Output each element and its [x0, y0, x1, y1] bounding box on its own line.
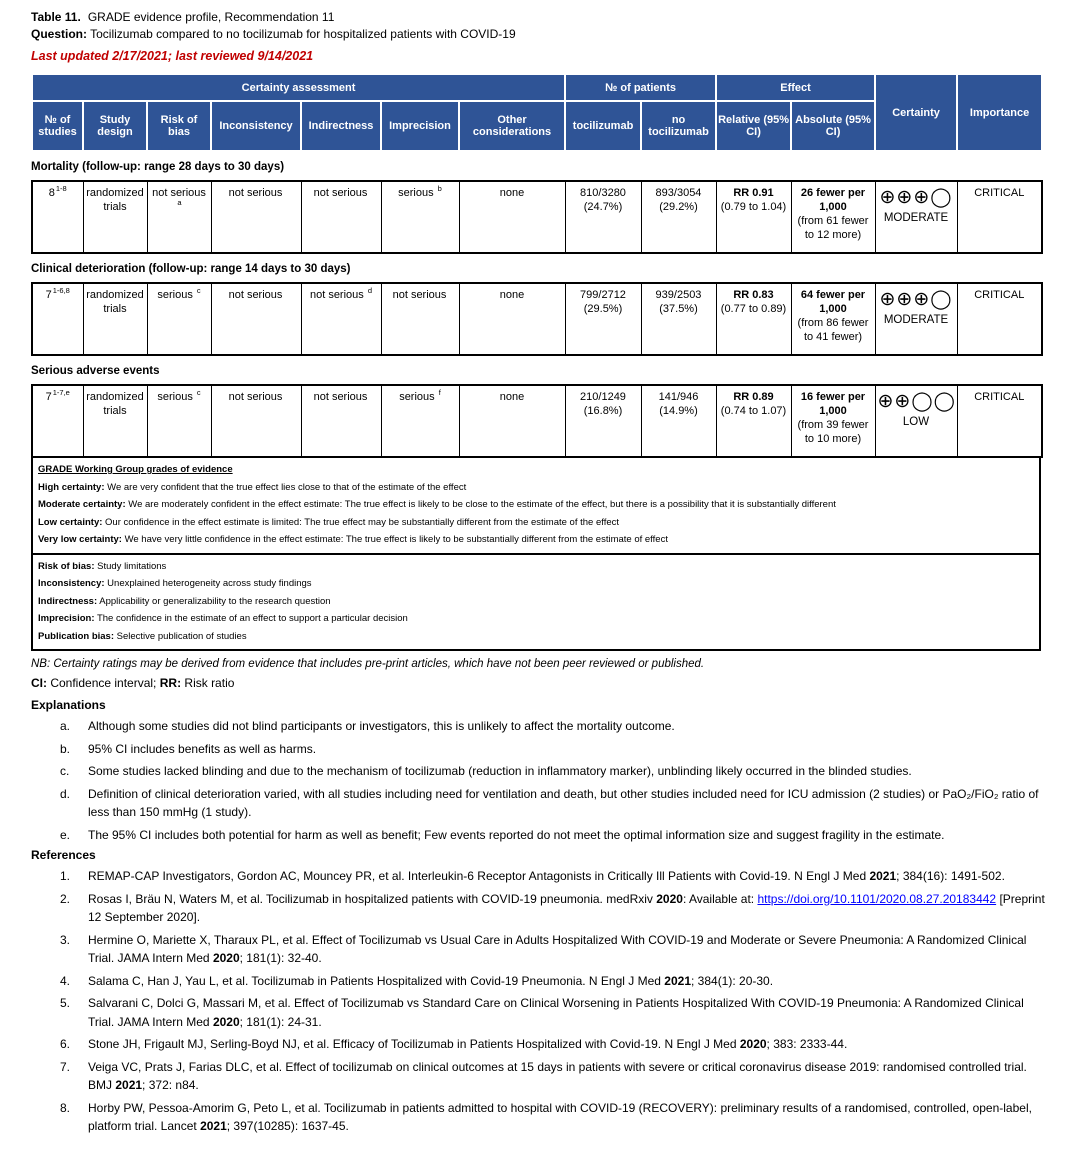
list-item	[31, 1099, 1053, 1136]
cell-no-tocilizumab	[641, 283, 716, 355]
definition-text: Study limitations	[94, 560, 167, 572]
absolute-effect-detail: (from 39 fewer to 10 more)	[797, 419, 869, 445]
relative-effect-value: RR 0.83	[733, 289, 774, 301]
definition-risk-of-bias	[38, 558, 1034, 576]
header-no-tocilizumab: no tocilizumab	[641, 101, 716, 151]
certainty-symbols: ⊕⊕⊕◯	[879, 289, 953, 310]
item-marker: 7.	[60, 1059, 71, 1074]
header-certainty: Certainty	[875, 74, 957, 151]
cell-importance: CRITICAL	[957, 181, 1042, 253]
reference-year: 2021	[869, 869, 897, 883]
risk-of-bias-value: not serious	[152, 187, 206, 199]
cell-relative-effect	[716, 181, 791, 253]
header-other-considerations: Other considerations	[459, 101, 565, 151]
cell-absolute-effect	[791, 181, 875, 253]
cell-n-studies	[32, 385, 83, 457]
footnote-sup: c	[196, 388, 201, 398]
table-row	[32, 385, 1042, 457]
definition-inconsistency	[38, 575, 1034, 593]
n-studies-value: 7	[45, 289, 52, 301]
n-studies-refs: 1-7,e	[52, 388, 70, 398]
explanations-heading: Explanations	[31, 698, 106, 712]
events-percent: (14.9%)	[659, 405, 698, 417]
reference-year: 2021	[664, 973, 691, 988]
events-percent: (29.2%)	[659, 201, 698, 213]
explanation-text: 95% CI includes benefits as well as harms.	[88, 741, 317, 756]
references-heading: References	[31, 848, 96, 862]
reference-year: 2021	[200, 1119, 227, 1133]
cell-tocilizumab	[565, 283, 641, 355]
indirectness-value: not serious	[309, 289, 364, 301]
definition-text: Applicability or generalizability to the research question	[97, 595, 331, 607]
definition-label: Indirectness:	[38, 595, 98, 607]
list-item	[31, 867, 1053, 886]
item-marker: b.	[60, 741, 71, 756]
absolute-effect-value: 64 fewer per 1,000	[800, 289, 866, 315]
events-count: 799/2712	[580, 289, 626, 301]
explanation-text: Some studies lacked blinding and due to the mechanism of tocilizumab (reduction in inflammatory marker), unblinding likely occurred in the blinded studies.	[88, 764, 912, 778]
list-item	[31, 717, 1053, 736]
domain-definitions-box	[31, 555, 1041, 652]
cell-absolute-effect	[791, 385, 875, 457]
cell-other-considerations: none	[459, 283, 565, 355]
cell-importance: CRITICAL	[957, 283, 1042, 355]
cell-tocilizumab	[565, 181, 641, 253]
cell-inconsistency	[211, 385, 301, 457]
item-marker: a.	[60, 719, 71, 733]
reference-pages: [Preprint 12 September 2020].	[88, 891, 1045, 924]
cell-certainty	[875, 385, 957, 457]
list-item	[31, 785, 1053, 822]
references-list	[31, 867, 1053, 1136]
header-inconsistency: Inconsistency	[211, 101, 301, 151]
grade-grades-of-evidence-box	[31, 458, 1041, 555]
list-item	[31, 740, 1053, 759]
item-marker: 3.	[60, 932, 71, 947]
reference-pages: ; 181(1): 32-40.	[239, 951, 322, 965]
cell-inconsistency	[211, 181, 301, 253]
explanation-text: Definition of clinical deterioration varied, with all studies including need for ventilation and death, but other studies included need for ICU admission (2 studies) or PaO₂/FiO₂ ratio of less than 150 mmHg (1 study).	[88, 786, 1039, 819]
list-item	[31, 972, 1053, 991]
reference-pages: ; 372: n84.	[142, 1078, 199, 1092]
table-number-label: Table 11.	[31, 10, 81, 24]
table-title-text: GRADE evidence profile, Recommendation 11	[87, 10, 335, 24]
absolute-effect-detail: (from 86 fewer to 41 fewer)	[797, 317, 869, 343]
reference-text	[88, 867, 1053, 886]
cell-indirectness	[301, 283, 381, 355]
item-marker: 1.	[60, 869, 71, 883]
reference-text	[88, 972, 1053, 991]
n-studies-refs: 1-6,8	[52, 286, 70, 296]
doi-link[interactable]: https://doi.org/10.1101/2020.08.27.20183442	[757, 891, 997, 906]
definition-text: Our confidence in the effect estimate is limited: The true effect may be substantially different from the estimate of the effect	[102, 516, 620, 528]
inconsistency-value: not serious	[228, 187, 283, 199]
item-marker: 5.	[60, 996, 71, 1010]
certainty-label: MODERATE	[883, 314, 949, 326]
table-row	[32, 283, 1042, 355]
reference-citation: Salama C, Han J, Yau L, et al. Tocilizumab in Patients Hospitalized with Covid-19 Pneumonia. N Engl J Med	[88, 973, 665, 988]
header-indirectness: Indirectness	[301, 101, 381, 151]
last-updated-line: Last updated 2/17/2021; last reviewed 9/14/2021	[31, 49, 314, 63]
list-item	[31, 1035, 1053, 1054]
section-heading-mortality: Mortality (follow-up: range 28 days to 30 days)	[31, 161, 285, 173]
cell-importance: CRITICAL	[957, 385, 1042, 457]
definition-imprecision	[38, 610, 1034, 628]
ci-abbrev-label: CI:	[31, 676, 47, 690]
n-studies-value: 7	[45, 391, 52, 403]
cell-study-design: randomized trials	[83, 181, 147, 253]
list-item	[31, 994, 1053, 1031]
imprecision-value: serious	[399, 391, 435, 403]
explanation-text: Although some studies did not blind participants or investigators, this is unlikely to affect the mortality outcome.	[88, 719, 675, 733]
question-line	[31, 27, 1053, 41]
definition-label: Moderate certainty:	[38, 499, 126, 510]
definition-indirectness	[38, 593, 1034, 611]
cell-certainty	[875, 283, 957, 355]
definition-label: Very low certainty:	[38, 534, 122, 545]
events-percent: (24.7%)	[583, 201, 623, 213]
definition-label: Risk of bias:	[38, 560, 95, 572]
cell-other-considerations: none	[459, 181, 565, 253]
reference-citation: Veiga VC, Prats J, Farias DLC, et al. Effect of tocilizumab on clinical outcomes at 15 days in patients with severe or critical coronavirus disease 2019: randomised controlled trial. BMJ	[88, 1059, 1027, 1092]
reference-pages: ; 181(1): 24-31.	[239, 1014, 322, 1029]
footnote-sup: a	[177, 198, 182, 208]
item-marker: 4.	[60, 973, 71, 988]
outcome-row-serious-adverse-events	[31, 384, 1043, 458]
n-studies-refs: 1-8	[55, 184, 67, 194]
reference-pages: ; 384(16): 1491-502.	[896, 869, 1005, 883]
events-percent: (37.5%)	[659, 303, 698, 315]
cell-imprecision	[381, 283, 459, 355]
reference-year: 2020	[212, 1014, 240, 1029]
item-marker: d.	[60, 786, 71, 801]
risk-of-bias-value: serious	[157, 391, 193, 403]
events-count: 141/946	[658, 391, 699, 403]
cell-n-studies	[32, 283, 83, 355]
header-imprecision: Imprecision	[381, 101, 459, 151]
indirectness-value: not serious	[313, 187, 368, 199]
definition-label: Publication bias:	[38, 630, 115, 642]
reference-text	[88, 994, 1053, 1031]
relative-effect-ci: (0.79 to 1.04)	[720, 201, 787, 213]
list-item	[31, 931, 1053, 968]
absolute-effect-value: 26 fewer per 1,000	[800, 187, 866, 213]
header-effect: Effect	[716, 74, 875, 101]
reference-text	[88, 1099, 1053, 1136]
certainty-symbols: ⊕⊕◯◯	[877, 391, 956, 412]
cell-risk-of-bias	[147, 283, 211, 355]
absolute-effect-value: 16 fewer per 1,000	[800, 391, 866, 417]
item-marker: e.	[60, 827, 71, 842]
header-study-design: Study design	[83, 101, 147, 151]
events-count: 210/1249	[580, 391, 626, 403]
definition-label: Low certainty:	[38, 516, 103, 528]
reference-text	[88, 890, 1053, 927]
outcome-row-clinical-deterioration	[31, 282, 1043, 356]
inconsistency-value: not serious	[228, 289, 283, 301]
rr-abbrev-label: RR:	[159, 676, 182, 690]
inconsistency-value: not serious	[228, 391, 283, 403]
reference-year: 2020	[212, 951, 240, 965]
grade-definition-high	[38, 479, 1034, 497]
reference-year: 2020	[739, 1037, 767, 1051]
footnote-sup: d	[367, 286, 373, 296]
nb-note: NB: Certainty ratings may be derived from evidence that includes pre-print articles, which have not been peer reviewed or published.	[31, 658, 705, 670]
definition-text: We have very little confidence in the effect estimate: The true effect is likely to be substantially different from the estimate of effect	[121, 534, 668, 545]
definition-text: Selective publication of studies	[114, 630, 247, 642]
definition-publication-bias	[38, 628, 1034, 646]
cell-certainty	[875, 181, 957, 253]
header-risk-of-bias: Risk of bias	[147, 101, 211, 151]
certainty-symbols: ⊕⊕⊕◯	[879, 187, 953, 208]
rr-abbrev-text: Risk ratio	[181, 676, 235, 690]
section-heading-clinical-deterioration: Clinical deterioration (follow-up: range 14 days to 30 days)	[31, 263, 351, 275]
ci-abbrev-text: Confidence interval;	[47, 676, 160, 690]
reference-pages: ; 384(1): 20-30.	[691, 973, 774, 988]
footnote-sup: f	[438, 388, 441, 398]
list-item	[31, 890, 1053, 927]
events-count: 810/3280	[580, 187, 626, 199]
reference-citation: Salvarani C, Dolci G, Massari M, et al. Effect of Tocilizumab vs Standard Care on Clinical Worsening in Patients Hospitalized With COVID-19 Pneumonia: A Randomized Clinical Trial. JAMA Intern Med	[88, 996, 1024, 1029]
cell-absolute-effect	[791, 283, 875, 355]
definition-label: High certainty:	[38, 481, 105, 493]
reference-citation: Rosas I, Bräu N, Waters M, et al. Tocilizumab in hospitalized patients with COVID-19 pneumonia. medRxiv	[88, 891, 657, 906]
definition-label: Imprecision:	[38, 613, 95, 624]
header-certainty-assessment: Certainty assessment	[32, 74, 565, 101]
definition-text: Unexplained heterogeneity across study findings	[104, 578, 312, 589]
risk-of-bias-value: serious	[157, 289, 193, 301]
certainty-label: MODERATE	[883, 212, 949, 224]
reference-year: 2021	[115, 1078, 143, 1092]
relative-effect-value: RR 0.89	[733, 391, 774, 403]
cell-imprecision	[381, 181, 459, 253]
cell-risk-of-bias	[147, 385, 211, 457]
cell-no-tocilizumab	[641, 181, 716, 253]
definition-text: We are very confident that the true effect lies close to that of the estimate of the effect	[104, 481, 467, 493]
reference-citation: Stone JH, Frigault MJ, Serling-Boyd NJ, et al. Efficacy of Tocilizumab in Patients Hospitalized with Covid-19. N Engl J Med	[88, 1037, 740, 1051]
section-heading-serious-adverse-events: Serious adverse events	[31, 365, 160, 377]
header-relative-ci: Relative (95% CI)	[716, 101, 791, 151]
grade-definition-low	[38, 514, 1034, 532]
list-item	[31, 762, 1053, 781]
footnote-sup: c	[196, 286, 201, 296]
absolute-effect-detail: (from 61 fewer to 12 more)	[797, 215, 869, 241]
reference-citation: Horby PW, Pessoa-Amorim G, Peto L, et al. Tocilizumab in patients admitted to hospital with COVID-19 (RECOVERY): preliminary results of a randomised, controlled, open-label, platform trial. Lancet	[88, 1100, 1032, 1133]
relative-effect-ci: (0.74 to 1.07)	[720, 405, 787, 417]
certainty-label: LOW	[902, 416, 930, 428]
n-studies-value: 8	[48, 187, 55, 199]
cell-relative-effect	[716, 385, 791, 457]
cell-study-design: randomized trials	[83, 283, 147, 355]
events-percent: (29.5%)	[583, 303, 623, 315]
question-label: Question:	[31, 27, 87, 41]
reference-citation: Hermine O, Mariette X, Tharaux PL, et al. Effect of Tocilizumab vs Usual Care in Adults Hospitalized With COVID-19 and Moderate or Severe Pneumonia: A Randomized Clinical Trial. JAMA Intern Med	[88, 932, 1027, 965]
abbreviations-line	[31, 676, 1053, 690]
reference-text	[88, 931, 1053, 968]
events-count: 893/3054	[655, 187, 702, 199]
reference-year: 2020	[656, 891, 683, 906]
cell-risk-of-bias	[147, 181, 211, 253]
header-tocilizumab: tocilizumab	[565, 101, 641, 151]
cell-inconsistency	[211, 283, 301, 355]
question-text: Tocilizumab compared to no tocilizumab for hospitalized patients with COVID-19	[87, 27, 516, 41]
indirectness-value: not serious	[313, 391, 368, 403]
reference-citation: REMAP-CAP Investigators, Gordon AC, Mouncey PR, et al. Interleukin-6 Receptor Antagonists in Critically Ill Patients with Covid-19. N Engl J Med	[88, 869, 870, 883]
relative-effect-ci: (0.77 to 0.89)	[720, 303, 787, 315]
item-marker: c.	[60, 764, 70, 778]
header-importance: Importance	[957, 74, 1042, 151]
cell-study-design: randomized trials	[83, 385, 147, 457]
cell-n-studies	[32, 181, 83, 253]
explanations-list	[31, 717, 1053, 844]
list-item	[31, 1058, 1053, 1095]
cell-other-considerations: none	[459, 385, 565, 457]
header-absolute-ci: Absolute (95% CI)	[791, 101, 875, 151]
item-marker: 6.	[60, 1037, 71, 1051]
outcome-row-mortality	[31, 180, 1043, 254]
definition-text: We are moderately confident in the effect estimate: The true effect is likely to be close to the estimate of the effect, but there is a possibility that it is substantially different	[125, 499, 836, 510]
item-marker: 8.	[60, 1100, 71, 1115]
explanation-text: The 95% CI includes both potential for harm as well as benefit; Few events reported do not meet the optimal information size and suggest fragility in the estimate.	[88, 827, 945, 842]
table-title	[31, 10, 1053, 24]
reference-pages: ; 383: 2333-44.	[766, 1037, 848, 1051]
events-count: 939/2503	[655, 289, 702, 301]
imprecision-value: not serious	[392, 289, 447, 301]
table-row	[32, 181, 1042, 253]
grade-box-heading: GRADE Working Group grades of evidence	[38, 464, 233, 475]
header-no-of-patients: № of patients	[565, 74, 716, 101]
reference-citation: : Available at:	[682, 891, 758, 906]
grade-definition-very-low	[38, 531, 1034, 549]
events-percent: (16.8%)	[583, 405, 623, 417]
cell-indirectness	[301, 385, 381, 457]
reference-pages: ; 397(10285): 1637-45.	[226, 1119, 349, 1133]
relative-effect-value: RR 0.91	[733, 187, 774, 199]
cell-tocilizumab	[565, 385, 641, 457]
imprecision-value: serious	[398, 187, 434, 199]
cell-relative-effect	[716, 283, 791, 355]
header-no-of-studies: № of studies	[32, 101, 83, 151]
reference-text	[88, 1035, 1053, 1054]
grade-definition-moderate	[38, 496, 1034, 514]
cell-imprecision	[381, 385, 459, 457]
cell-no-tocilizumab	[641, 385, 716, 457]
grade-table-header	[31, 73, 1043, 152]
definition-text: The confidence in the estimate of an effect to support a particular decision	[94, 613, 408, 624]
footnote-sup: b	[437, 184, 442, 194]
cell-indirectness	[301, 181, 381, 253]
reference-text	[88, 1058, 1053, 1095]
item-marker: 2.	[60, 891, 71, 906]
list-item	[31, 826, 1053, 845]
definition-label: Inconsistency:	[38, 578, 105, 589]
